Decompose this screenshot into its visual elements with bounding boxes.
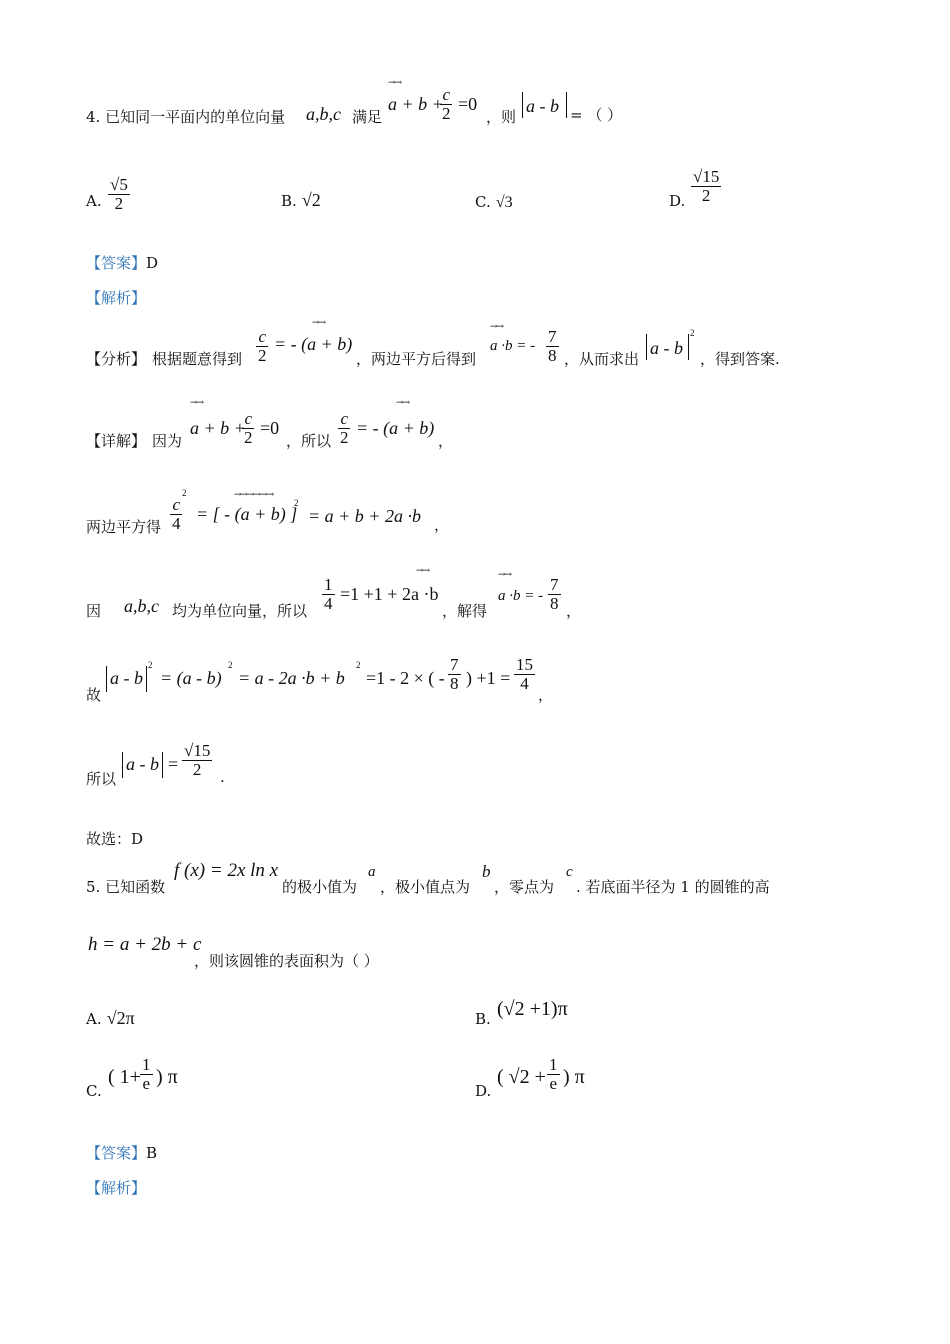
gu-sup2-b: 2	[228, 660, 233, 670]
abs-bar-left	[646, 334, 647, 360]
fenxi-text-4: ，得到答案.	[700, 350, 780, 368]
abs-bar-left	[106, 666, 107, 692]
q4-condition-fraction	[440, 86, 453, 123]
unit-res: a ·b = -	[498, 588, 544, 604]
q5-h-expr: h = a + 2b + c	[88, 934, 202, 955]
q5-a: a	[368, 864, 376, 880]
option-c-label: C.	[475, 193, 491, 211]
q4-square-line	[86, 488, 886, 542]
option-d-den: 2	[701, 185, 711, 205]
vector-arrows-icon: →→→→→→	[234, 490, 274, 500]
q4-c-numerator: c	[442, 85, 451, 104]
q5-stem-2: ，极小值点为	[380, 878, 471, 896]
q5-stem-5: ，则该圆锥的表面积为（ ）	[194, 952, 379, 970]
unit-1-over-4	[322, 576, 335, 613]
gu-sup2: 2	[148, 660, 153, 670]
unit-seven: 7	[550, 575, 559, 594]
sq-comma: ，	[434, 516, 450, 534]
unit-one: 1	[324, 575, 333, 594]
q5-answer-line	[86, 1142, 157, 1163]
q5-option-d[interactable]	[475, 1054, 675, 1106]
q5-analysis-line	[86, 1177, 146, 1198]
q4-xiangjie-line	[86, 398, 886, 456]
q4-stem-mid: 满足	[352, 108, 383, 126]
option-b-value: √2	[301, 190, 321, 210]
option-a-fraction	[108, 176, 130, 213]
vector-arrows-icon: →→	[396, 398, 410, 408]
gu-rhs2: = a - 2a ·b + b	[238, 668, 345, 688]
option-a-den: 2	[114, 193, 124, 213]
fenxi-seven: 7	[548, 327, 557, 346]
fenxi-text-1: 根据题意得到	[152, 350, 243, 368]
vector-arrows-icon: →→	[312, 318, 326, 328]
option-a-label: A.	[86, 192, 102, 210]
gu-seven: 7	[450, 655, 459, 674]
q5-option-d-post: ) π	[563, 1066, 585, 1088]
xj-text-2: ，所以	[286, 432, 332, 450]
option-d-num: √15	[693, 167, 720, 186]
q4-suoyi-line	[86, 740, 486, 794]
abs-bar-right	[688, 334, 689, 360]
option-c-value: √3	[495, 194, 513, 211]
q4-guxuan: 故选：D	[86, 830, 144, 848]
fenxi-eight: 8	[548, 345, 557, 365]
answer-tag: 【答案】	[86, 1144, 147, 1162]
option-b-label: B.	[281, 192, 297, 210]
q4-gu-line	[86, 654, 906, 708]
q4-answer-line	[86, 252, 158, 273]
q4-two-denominator: 2	[442, 103, 451, 123]
q5-option-c-pre: ( 1+	[108, 1066, 141, 1088]
q5-option-a-label: A.	[86, 1010, 102, 1028]
xj-c-over-2	[242, 410, 255, 447]
vector-arrows-icon: →→	[416, 566, 430, 576]
q4-option-c[interactable]	[475, 192, 513, 212]
fenxi-c-over-2	[256, 328, 269, 365]
gu-comma: ，	[538, 686, 554, 704]
q4-analysis-line	[86, 287, 146, 308]
q4-abs-expr: a - b	[526, 96, 559, 116]
xj-comma: ，	[438, 432, 454, 450]
abs-bar-right	[566, 92, 567, 118]
q5-option-a-value: √2π	[106, 1008, 135, 1028]
sq-rhs2: = a + b + 2a ·b	[308, 506, 421, 526]
suoyi-text: 所以	[86, 770, 117, 788]
gu-expr: a - b	[110, 668, 143, 688]
q5-option-a[interactable]	[86, 1008, 135, 1029]
gu-sup2-c: 2	[356, 660, 361, 670]
q5-option-c-den: e	[142, 1073, 151, 1093]
gu-7-over-8	[448, 656, 461, 693]
gu-eight: 8	[450, 673, 459, 693]
question-5-stem	[86, 856, 906, 896]
fenxi-7-over-8	[546, 328, 559, 365]
fenxi-sup2: 2	[690, 328, 695, 338]
xj-two: 2	[244, 427, 253, 447]
q5-c: c	[566, 864, 573, 880]
sq-sup2-b: 2	[294, 498, 299, 508]
fenxi-c: c	[258, 327, 267, 346]
q5-option-d-label: D.	[475, 1082, 492, 1100]
option-d-fraction	[691, 168, 721, 205]
vector-arrows-icon: →→	[498, 570, 512, 580]
q5-stem-3: ，零点为	[494, 878, 555, 896]
sq-rhs: = [ - (a + b) ]	[196, 504, 298, 524]
abs-bar-right	[146, 666, 147, 692]
q4-condition-lhs: a + b +	[388, 94, 444, 114]
q4-vars: a,b,c	[306, 104, 341, 124]
q5-option-d-num: 1	[549, 1055, 558, 1074]
xj-c-b: c	[340, 409, 349, 428]
q5-func: f (x) = 2x ln x	[174, 860, 279, 881]
gu-15-over-4	[514, 656, 535, 693]
fenxi-dot: a ·b = -	[490, 338, 536, 354]
q5-stem-prefix: 5. 已知函数	[86, 878, 166, 896]
vector-arrows-icon: →→	[190, 398, 204, 408]
q4-stem-then: ，则	[486, 108, 517, 126]
gu-rhs4: ) +1 =	[466, 668, 511, 688]
gu-rhs1: = (a - b)	[160, 668, 222, 688]
option-d-label: D.	[669, 192, 686, 210]
unit-four: 4	[324, 593, 333, 613]
xj-sum: a + b +	[190, 418, 246, 438]
fenxi-text-2: ，两边平方后得到	[356, 350, 477, 368]
q5-option-d-den: e	[549, 1073, 558, 1093]
abs-bar-left	[522, 92, 523, 118]
abs-bar-left	[122, 752, 123, 778]
unit-7-over-8	[548, 576, 561, 613]
answer-tag: 【答案】	[86, 254, 147, 272]
q5-answer-value: B	[146, 1144, 158, 1162]
suoyi-sqrt15: √15	[184, 741, 211, 760]
unit-text-3: ，解得	[442, 602, 488, 620]
sq-four: 4	[172, 513, 181, 533]
q5-stem-4: . 若底面半径为 1 的圆锥的高	[576, 878, 770, 896]
abs-bar-right	[162, 752, 163, 778]
gu-rhs3: =1 - 2 × ( -	[366, 668, 445, 688]
q5-option-c-post: ) π	[156, 1066, 178, 1088]
q4-eq-paren: = （ ）	[570, 106, 623, 124]
q4-eq-zero: =0	[458, 94, 478, 114]
q5-option-c-fraction	[140, 1056, 153, 1093]
q4-unit-line	[86, 566, 886, 624]
q4-option-b[interactable]	[281, 190, 321, 211]
fenxi-two: 2	[258, 345, 267, 365]
q5-option-c-num: 1	[142, 1055, 151, 1074]
q4-stem-prefix: 4. 已知同一平面内的单位向量	[86, 108, 286, 126]
unit-vars: a,b,c	[124, 596, 159, 616]
q5-b: b	[482, 862, 491, 881]
vector-arrows-icon: →→	[490, 322, 504, 332]
option-a-num: √5	[110, 175, 128, 194]
fenxi-tag: 【分析】	[86, 350, 147, 368]
unit-eight: 8	[550, 593, 559, 613]
q4-fenxi-line	[86, 318, 886, 372]
unit-text-2: 均为单位向量，所以	[172, 602, 308, 620]
q4-answer-value: D	[146, 254, 159, 272]
q5-option-d-pre: ( √2 +	[497, 1066, 546, 1088]
suoyi-sqrt15-over-2	[182, 742, 212, 779]
vector-arrows-icon: →→	[388, 78, 402, 88]
unit-text-1: 因	[86, 602, 102, 620]
analysis-tag: 【解析】	[86, 1179, 147, 1197]
suoyi-eq: =	[168, 754, 179, 774]
xj-c-over-2-b	[338, 410, 351, 447]
xj-eq0: =0	[260, 418, 280, 438]
q5-option-b-value: (√2 +1)π	[497, 998, 568, 1020]
suoyi-period: .	[220, 768, 225, 786]
xiangjie-tag: 【详解】	[86, 432, 147, 450]
xj-text-1: 因为	[152, 432, 183, 450]
suoyi-two: 2	[192, 759, 202, 779]
q5-option-d-fraction	[547, 1056, 560, 1093]
analysis-tag: 【解析】	[86, 289, 147, 307]
gu-text: 故	[86, 686, 102, 704]
suoyi-expr: a - b	[126, 754, 159, 774]
fenxi-eq: = - (a + b)	[274, 334, 353, 354]
xj-neg: = - (a + b)	[356, 418, 435, 438]
xj-c: c	[244, 409, 253, 428]
gu-four: 4	[520, 673, 529, 693]
q5-option-c-label: C.	[86, 1082, 102, 1100]
xj-two-b: 2	[340, 427, 349, 447]
sq-text-1: 两边平方得	[86, 518, 162, 536]
q5-option-c[interactable]	[86, 1054, 286, 1106]
fenxi-text-3: ，从而求出	[564, 350, 640, 368]
fenxi-abs: a - b	[650, 338, 683, 358]
sq-sup2: 2	[182, 488, 187, 498]
sq-c2-over-4	[170, 496, 183, 533]
gu-fifteen: 15	[516, 655, 533, 674]
sq-c: c	[172, 495, 181, 514]
q5-option-b-label: B.	[475, 1010, 491, 1028]
q5-stem-1: 的极小值为	[282, 878, 358, 896]
q5-stem-line2	[86, 930, 486, 970]
unit-comma: ，	[566, 602, 582, 620]
unit-eq: =1 +1 + 2a ·b	[340, 584, 439, 604]
